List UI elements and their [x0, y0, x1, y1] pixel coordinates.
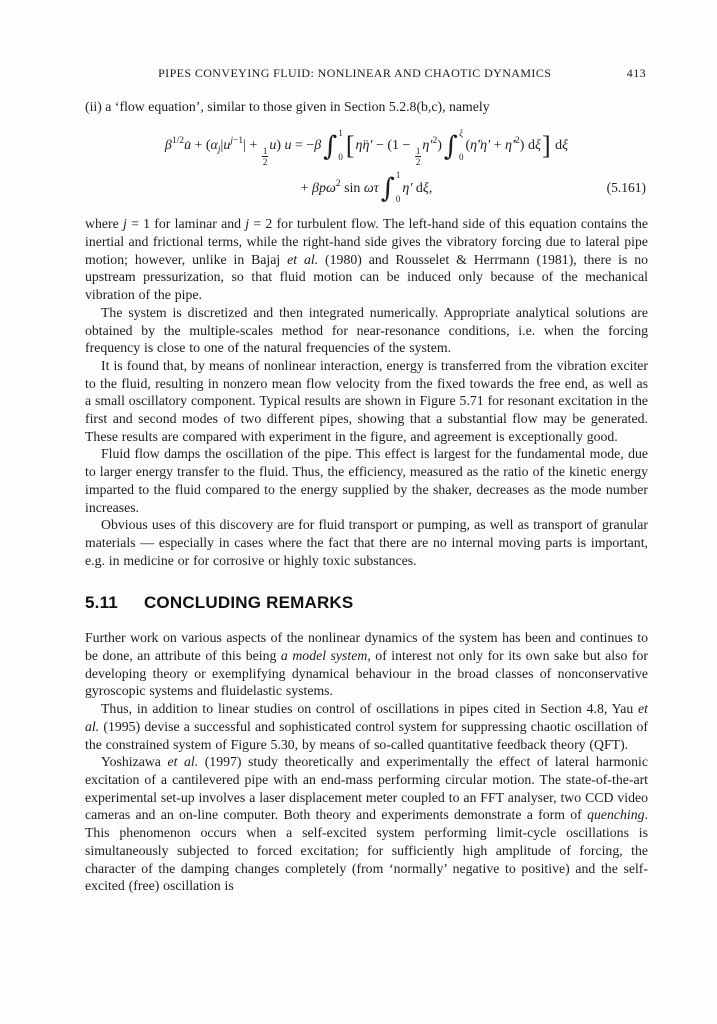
paragraph-fluid-flow-damps: Fluid flow damps the oscillation of the pipe. This effect is largest for the fundamental mode, due to larger energy transfer to the fluid. Thus, the efficiency, measured as the ratio of the kinetic energy imparted to the fluid compared to the energy supplied by the shaker, decreases as the mode number increases. [85, 446, 648, 515]
section-number: 5.11 [85, 593, 118, 613]
paragraph-it-is-found: It is found that, by means of nonlinear interaction, energy is transferred from the vibration exciter to the fluid, resulting in nonzero mean flow velocity from the fixed towards the free end, as well as a small oscillatory component. Typical results are shown in Figure 5.71 for resonant excitation in the first and second modes of two different pipes, showing that a substantial flow may be generated. These results are compared with experiment in the figure, and agreement is exceptionally good. [85, 357, 648, 444]
section-heading [85, 593, 648, 613]
section-title: CONCLUDING REMARKS [143, 593, 354, 613]
paragraph-further-work: Further work on various aspects of the nonlinear dynamics of the system has been and continues to be done, an attribute of this being a model system, of interest not only for its own sake but also for developing theory or exemplifying dynamical behaviour in the broad classes of nonconservative gyroscopic systems and fluidelastic systems. [85, 630, 648, 699]
section-body-text [85, 629, 648, 895]
paragraph-thus-in-addition: Thus, in addition to linear studies on control of oscillations in pipes cited in Section 4.8, Yau et al. (1995) devise a successful and sophisticated control system for suppressing chaotic oscillation of the constrained system of Figure 5.30, by means of so-called quantitative feedback theory (QFT). [85, 701, 648, 752]
running-header [85, 66, 648, 84]
equation-number: (5.161) [606, 180, 646, 196]
body-text [85, 215, 648, 569]
equation-line-1: $\beta^{1/2}u̇ + (\alpha_j|u^{j-1}|$ + $\frac{1}{2}$ u) u = −β ∫ 1 0 [η̈η′ − (1 − $\frac{1}{2}$ $\eta'^2$) ∫ ξ 0 (η̈′η′ + $\etȧ'^2$) dξ] dξ [164, 128, 569, 167]
paragraph-yoshizawa: Yoshizawa et al. (1997) study theoretically and experimentally the effect of lateral harmonic excitation of a cantilevered pipe with an end-mass performing circular motion. The state-of-the-art experimental set-up involves a laser displacement meter coupled to an FFT analyser, two CCD video cameras and an on-line computer. Both theory and experiments demonstrate a form of quenching. This phenomenon occurs when a self-excited system performing limit-cycle oscillations is simultaneously subjected to forced excitation; for sufficiently high amplitude of forcing, the character of the damping changes completely (from ‘normally’ negative to positive) and the self-excited (free) oscillation is [85, 754, 648, 894]
paragraph-obvious-uses: Obvious uses of this discovery are for fluid transport or pumping, as well as transport of granular materials — especially in cases where the fact that there are no internal moving parts is important, e.g. in medicine or for corrosive or highly toxic substances. [85, 517, 648, 568]
running-header-title: PIPES CONVEYING FLUID: NONLINEAR AND CHAOTIC DYNAMICS [158, 66, 552, 80]
paragraph-where-j: where j = 1 for laminar and j = 2 for turbulent flow. The left-hand side of this equation contains the inertial and frictional terms, while the right-hand side gives the vibratory forcing due to lateral pipe motion; however, unlike in Bajaj et al. (1980) and Rousselet & Herrmann (1981), there is no upstream pressurization, so that fluid motion can be induced only because of the mechanical vibration of the pipe. [85, 216, 649, 303]
page-number: 413 [626, 66, 646, 80]
intro-line: (ii) a ‘flow equation’, similar to those given in Section 5.2.8(b,c), namely [85, 99, 490, 114]
equation-5-161 [85, 129, 648, 205]
text-column [85, 66, 648, 895]
paragraph-system-discretized: The system is discretized and then integrated numerically. Appropriate analytical solutions are obtained by the multiple-scales method for near-resonance conditions, i.e. when the forcing frequency is close to one of the natural frequencies of the system. [85, 304, 648, 356]
equation-line-2-body: + βpω$^2$ sin ωτ ∫ 1 0 η′ dξ, [300, 170, 433, 205]
equation-line-2 [85, 171, 648, 205]
